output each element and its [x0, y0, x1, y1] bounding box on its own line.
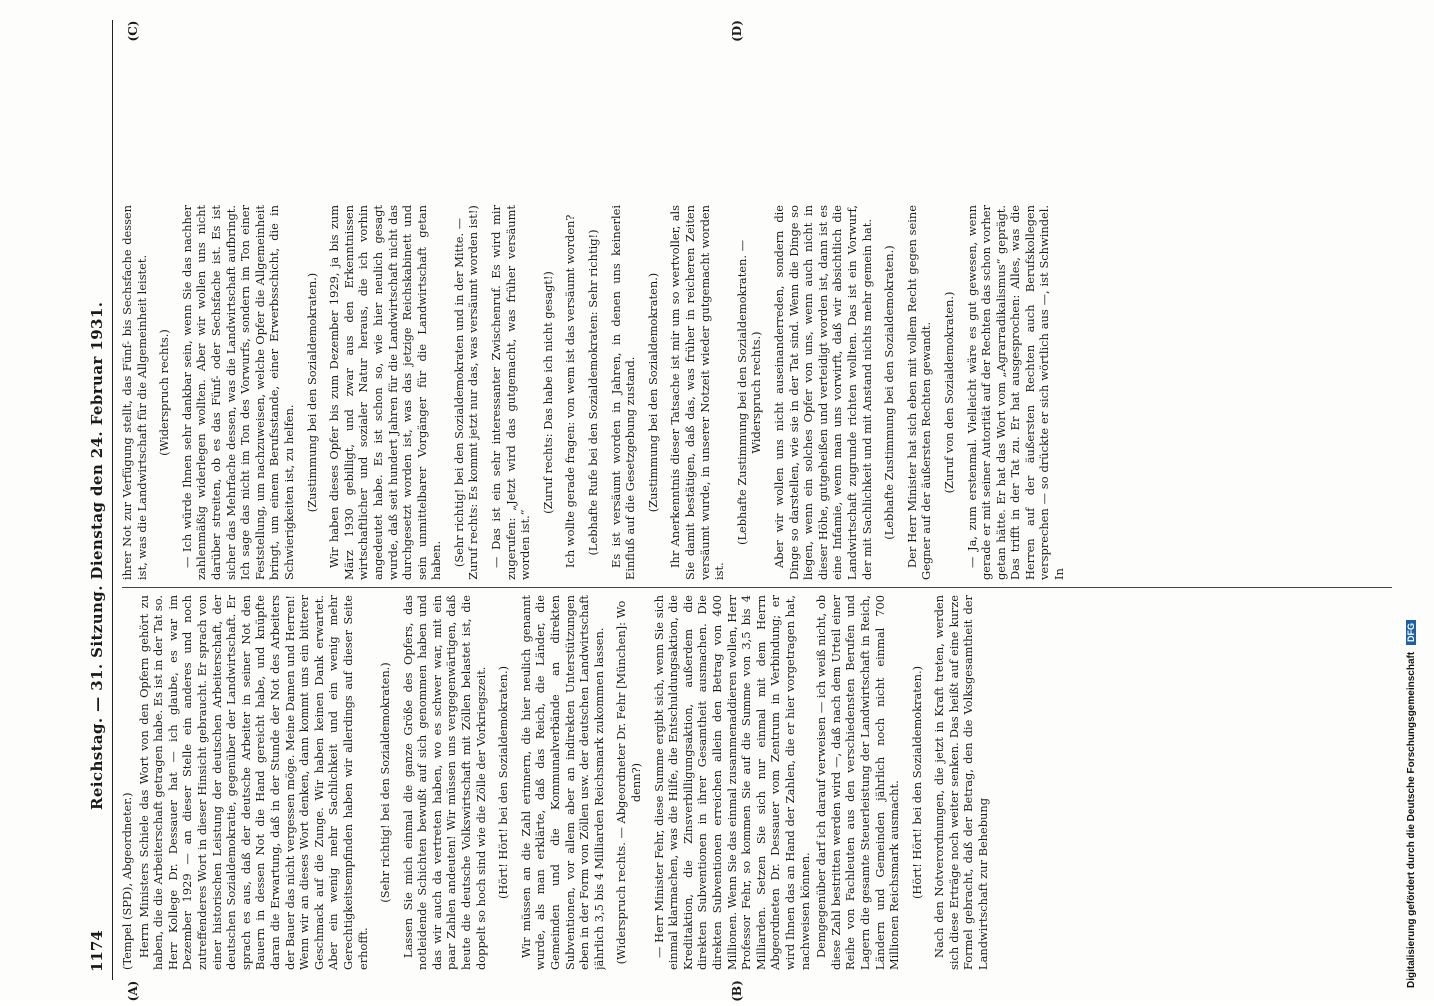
interjection: (Zuruf von den Sozialdemokraten.): [941, 291, 956, 494]
digitization-credit-strip: [1400, 8, 1428, 992]
interjection: (Lebhafte Zustimmung bei den Sozialdemokraten. — Widerspruch rechts.): [734, 240, 764, 545]
paragraph: ihrer Not zur Verfügung stellt, das Fünf- bis Sechsfache dessen ist, was die Landwirtschaft für die Allgemeinheit leistet.: [120, 205, 149, 580]
rotated-document-page: [30, 20, 1410, 1002]
paragraph: Nach den Notverordnungen, die jetzt in Kraft treten, werden sich diese Erträge noch weiter senken. Das heißt auf eine kurze Formel gebracht, daß der Betrag, den die Volksgesamtheit der Landwirtschaft zur Behebung: [932, 595, 991, 970]
column-divider: [122, 587, 1392, 588]
credit-text: Digitalisierung gefördert durch die Deutsche Forschungsgemeinschaft: [1406, 651, 1417, 988]
interjection: (Lebhafte Rufe bei den Sozialdemokraten: Sehr richtig!): [586, 229, 601, 556]
paragraph: Demgegenüber darf ich darauf verweisen — ich weiß nicht, ob diese Zahl bestritten werden wird —, daß nach dem Urteil einer Reihe von Fachleuten aus den verschiedensten Berufen und Lagern die gesamte Steuerleistung der Landwirtschaft in Reich, Ländern und Gemeinden jährlich noch nicht einmal 700 Millionen Reichsmark ausmacht.: [814, 595, 902, 970]
paragraph: Es ist versäumt worden in Jahren, in denen uns keinerlei Einfluß auf die Gesetzgebung zustand.: [608, 205, 638, 580]
paragraph: Wir haben dieses Opfer bis zum Dezember 1929, ja bis zum März 1930 gebilligt, und zwar aus den Erkenntnissen wirtschaftlicher und sozialer Natur heraus, die ich vorhin angedeutet habe. Es ist schon so, wie hier neulich gesagt wurde, daß seit hundert Jahren für die Landwirtschaft nicht das durchgesetzt worden ist, was das jetzige Reichskabinett und sein unmittelbarer Vorgänger für die Landwirtschaft getan haben.: [327, 205, 444, 580]
paragraph: Ihr Anerkenntnis dieser Tatsache ist mir um so wertvoller, als Sie damit bestätigen, daß das, was früher in reicheren Zeiten versäumt wurde, in unserer Notzeit wieder gutgemacht worden ist.: [668, 205, 727, 580]
paragraph: — Ja, zum erstenmal. Vielleicht wäre es gut gewesen, wenn gerade er mit seiner Autorität auf der Rechten das schon vorher getan hätte. Er hat das Wort vom „Agrarradikalismus“ geprägt. Das trifft in der Tat zu. Er hat ausgesprochen: Alles, was die Herren auf der äußersten Rechten auch Berufskollegen versprechen — so drückte er sich wörtlich aus —, ist Schwindel. In: [964, 205, 1067, 580]
text-column-left: [120, 595, 1400, 970]
paragraph: Wir müssen an die Zahl erinnern, die hier neulich genannt wurde, als man erklärte, daß das Reich, die Länder, die Gemeinden und die Kommunalverbände an direkten Subventionen, vor allem aber an indirekten Unterstützungen eben in der Form von Zöllen usw. der deutschen Landwirtschaft jährlich 3,5 bis 4 Milliarden Reichsmark zukommen lassen.: [518, 595, 606, 970]
paragraph: Ich wollte gerade fragen: von wem ist das versäumt worden?: [563, 214, 578, 568]
interjection: (Sehr richtig! bei den Sozialdemokraten und in der Mitte. — Zuruf rechts: Es kommt jetzt nur das, was versäumt worden ist!): [451, 205, 481, 580]
interjection: (Zuruf rechts: Das habe ich nicht gesagt!): [540, 271, 555, 514]
interjection: (Hört! Hört! bei den Sozialdemokraten.): [909, 665, 924, 900]
paragraph: Herrn Ministers Schiele das Wort von den Opfern gehört zu haben, die die Arbeiterschaft getragen habe. Es ist in der Tat so. Herr Kollege Dr. Dessauer hat — ich glaube, es war im Dezember 1929 — an dieser Stelle ein anderes und noch zutreffenderes Wort in dieser Hinsicht gebraucht. Er sprach von einer historischen Leistung der deutschen Arbeiterschaft, der deutschen Sozialdemokratie, gegenüber der Landwirtschaft. Er sprach es aus, daß der deutsche Arbeiter in seiner Not den Bauern in dessen Not die Hand gereicht habe, und knüpfte daran die Erwartung, daß in der Stunde der Not des Arbeiters der Bauer das nicht vergessen möge. Meine Damen und Herren! Wenn wir an dieses Wort denken, dann kommt uns ein bitterer Geschmack auf die Zunge. Wir haben keinen Dank erwartet. Aber ein wenig mehr Sachlichkeit und ein wenig mehr Gerechtigkeitsempfinden haben wir allerdings auf dieser Seite erhofft.: [136, 595, 370, 970]
text-column-right: [120, 205, 1400, 580]
interjection: (Widerspruch rechts. — Abgeordneter Dr. Fehr [München]: Wo denn?): [614, 600, 643, 965]
speaker-line: (Tempel (SPD), Abgeordneter.): [120, 792, 134, 970]
interjection: (Sehr richtig! bei den Sozialdemokraten.): [378, 662, 393, 903]
interjection: (Zustimmung bei den Sozialdemokraten.): [304, 272, 319, 513]
interjection: (Zustimmung bei den Sozialdemokraten.): [645, 272, 660, 513]
margin-mark-b: (B): [730, 980, 744, 1002]
page-number: 1174: [88, 930, 106, 972]
digitization-credit: [1406, 620, 1417, 988]
paragraph: — Ich würde Ihnen sehr dankbar sein, wenn Sie das nachher zahlenmäßig widerlegen wollten. Aber wir wollen uns nicht darüber streiten, ob es das Fünf- oder Sechsfache ist. Es ist sicher das Mehrfache dessen, was die Landwirtschaft aufbringt. Ich sage das nicht im Ton des Vorwurfs, sondern im Ton einer Feststellung, um nachzuweisen, welche Opfer die Allgemeinheit bringt, um einem Berufsstande, einer Erwerbsschicht, die in Schwierigkeiten ist, zu helfen.: [179, 205, 296, 580]
interjection: (Lebhafte Zustimmung bei den Sozialdemokraten.): [882, 245, 897, 540]
page-header: [90, 20, 113, 980]
margin-mark-c: (C): [126, 20, 140, 42]
interjection: (Hört! Hört! bei den Sozialdemokraten.): [496, 665, 511, 900]
margin-mark-d: (D): [730, 20, 744, 42]
margin-mark-a: (A): [126, 980, 140, 1002]
interjection: (Widerspruch rechts.): [157, 329, 172, 456]
paragraph: Aber wir wollen uns nicht auseinanderreden, sondern die Dinge so darstellen, wie sie in der Tat sind. Wenn die Dinge so liegen, wenn ein solches Opfer von uns, wenn auch nicht in dieser Höhe, gutgeheißen und verteidigt worden ist, dann ist es eine Infamie, wenn man uns vorwirft, daß wir absichtlich die Landwirtschaft zugrunde richten wollten. Das ist ein Vorwurf, der mit Sachlichkeit und mit Anstand nichts mehr gemein hat.: [771, 205, 874, 580]
dfg-logo: DFG: [1406, 620, 1416, 645]
paragraph: — Das ist ein sehr interessanter Zwischenruf. Es wird mir zugerufen: „Jetzt wird das gutgemacht, was früher versäumt worden ist.“: [489, 205, 533, 580]
paragraph: Lassen Sie mich einmal die ganze Größe des Opfers, das notleidende Schichten bewußt auf sich genommen haben und das wir auch da vertreten haben, wo es schwer war, mit ein paar Zahlen andeuten! Wir müssen uns vergegenwärtigen, daß heute die deutsche Volkswirtschaft mit Zöllen belastet ist, die doppelt so hoch sind wie die Zölle der Vorkriegszeit.: [400, 595, 488, 970]
paragraph: — Herr Minister Fehr, diese Summe ergibt sich, wenn Sie sich einmal klarmachen, was die Hilfe, die Entschuldungsaktion, die Kreditaktion, die Zinsverbilligungsaktion, außerdem die direkten Subventionen in ihrer Gesamtheit ausmachen. Die direkten Subventionen erreichen allein den Betrag von 400 Millionen. Wenn Sie das einmal zusammenaddieren wollen, Herr Professor Fehr, so kommen Sie auf die Summe von 3,5 bis 4 Milliarden. Setzen Sie sich nur einmal mit dem Herrn Abgeordneten Dr. Dessauer vom Zentrum in Verbindung; er wird Ihnen das an Hand der Zahlen, die er hier vorgetragen hat, nachweisen können.: [651, 595, 812, 970]
paragraph: Der Herr Minister hat sich eben mit vollem Recht gegen seine Gegner auf der äußersten Rechten gewandt.: [904, 205, 934, 580]
page-title: Reichstag. — 31. Sitzung. Dienstag den 24. Februar 1931.: [88, 301, 106, 810]
